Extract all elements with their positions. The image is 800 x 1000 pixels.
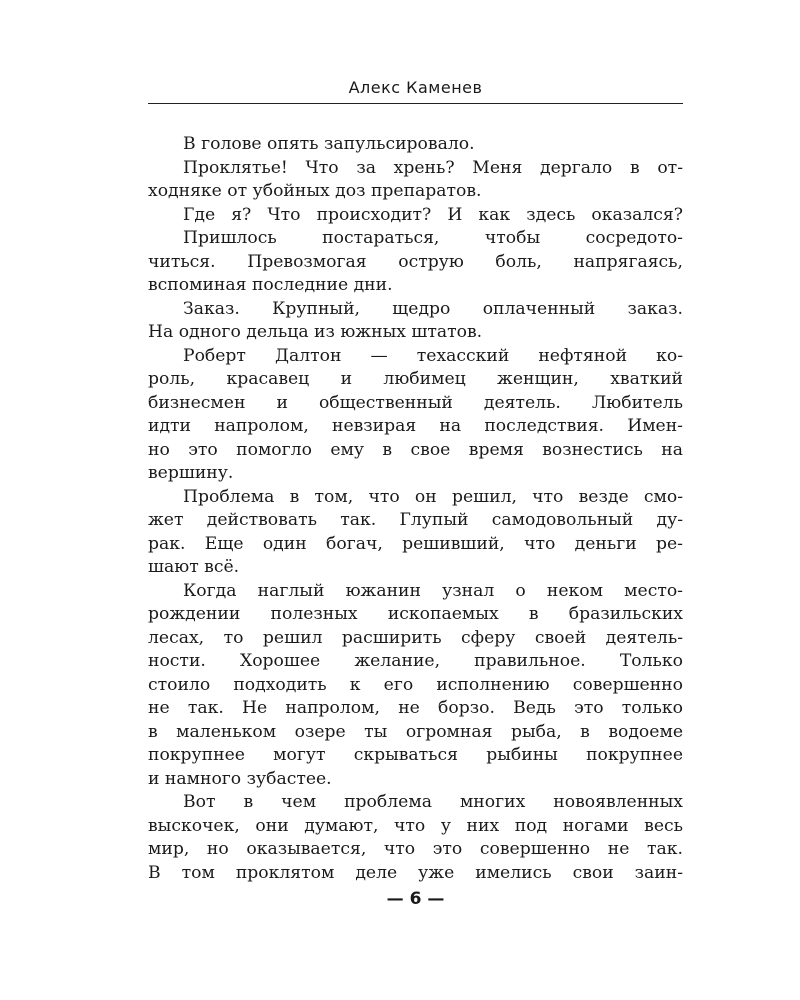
text-line: в маленьком озере ты огромная рыба, в водоеме [148, 721, 683, 742]
text-line: шают всё. [148, 557, 240, 577]
page-number: — 6 — [386, 889, 445, 909]
text-line: рождении полезных ископаемых в бразильских [148, 604, 683, 624]
text-line: идти напролом, невзирая на последствия. Имен- [148, 416, 683, 436]
running-header: Алекс Каменев [348, 78, 483, 97]
text-line: вершину. [148, 463, 234, 483]
text-line: жет действовать так. Глупый самодовольный ду- [148, 510, 683, 530]
text-line: не так. Не напролом, не борзо. Ведь это только [148, 698, 683, 718]
text-line: читься. Превозмогая острую боль, напрягаясь, [148, 251, 683, 272]
text-line: ности. Хорошее желание, правильное. Только [148, 651, 683, 671]
text-line: Где я? Что происходит? И как здесь оказался? [183, 204, 683, 225]
text-line: На одного дельца из южных штатов. [148, 322, 483, 342]
text-line: ходняке от убойных доз препаратов. [148, 181, 482, 201]
text-line: Когда наглый южанин узнал о неком место- [183, 580, 683, 601]
text-line: Проблема в том, что он решил, что везде смо- [183, 486, 683, 507]
text-line: бизнесмен и общественный деятель. Любитель [148, 392, 683, 413]
text-line: Заказ. Крупный, щедро оплаченный заказ. [183, 298, 683, 319]
text-line: и намного зубастее. [148, 768, 332, 789]
text-line: роль, красавец и любимец женщин, хваткий [148, 369, 683, 389]
text-line: мир, но оказывается, что это совершенно не так. [148, 839, 683, 859]
header-divider [148, 103, 683, 104]
text-line: покрупнее могут скрываться рыбины покрупнее [148, 745, 683, 765]
text-line: В голове опять запульсировало. [183, 134, 475, 154]
text-line: Вот в чем проблема многих новоявленных [183, 792, 683, 812]
text-line: вспоминая последние дни. [148, 275, 393, 295]
text-line: стоило подходить к его исполнению совершенно [148, 674, 683, 695]
text-line: рак. Еще один богач, решивший, что деньги ре- [148, 533, 683, 554]
text-line: Проклятье! Что за хрень? Меня дергало в от- [183, 157, 683, 178]
text-line: выскочек, они думают, что у них под ногами весь [148, 815, 683, 836]
text-line: Роберт Далтон — техасский нефтяной ко- [183, 345, 683, 366]
text-line: Пришлось постараться, чтобы сосредото- [183, 228, 683, 248]
text-line: лесах, то решил расширить сферу своей деятель- [148, 627, 683, 648]
text-line: В том проклятом деле уже имелись свои заин- [148, 862, 683, 883]
page-body [148, 133, 683, 885]
text-line: но это помогло ему в свое время вознестись на [148, 439, 683, 460]
